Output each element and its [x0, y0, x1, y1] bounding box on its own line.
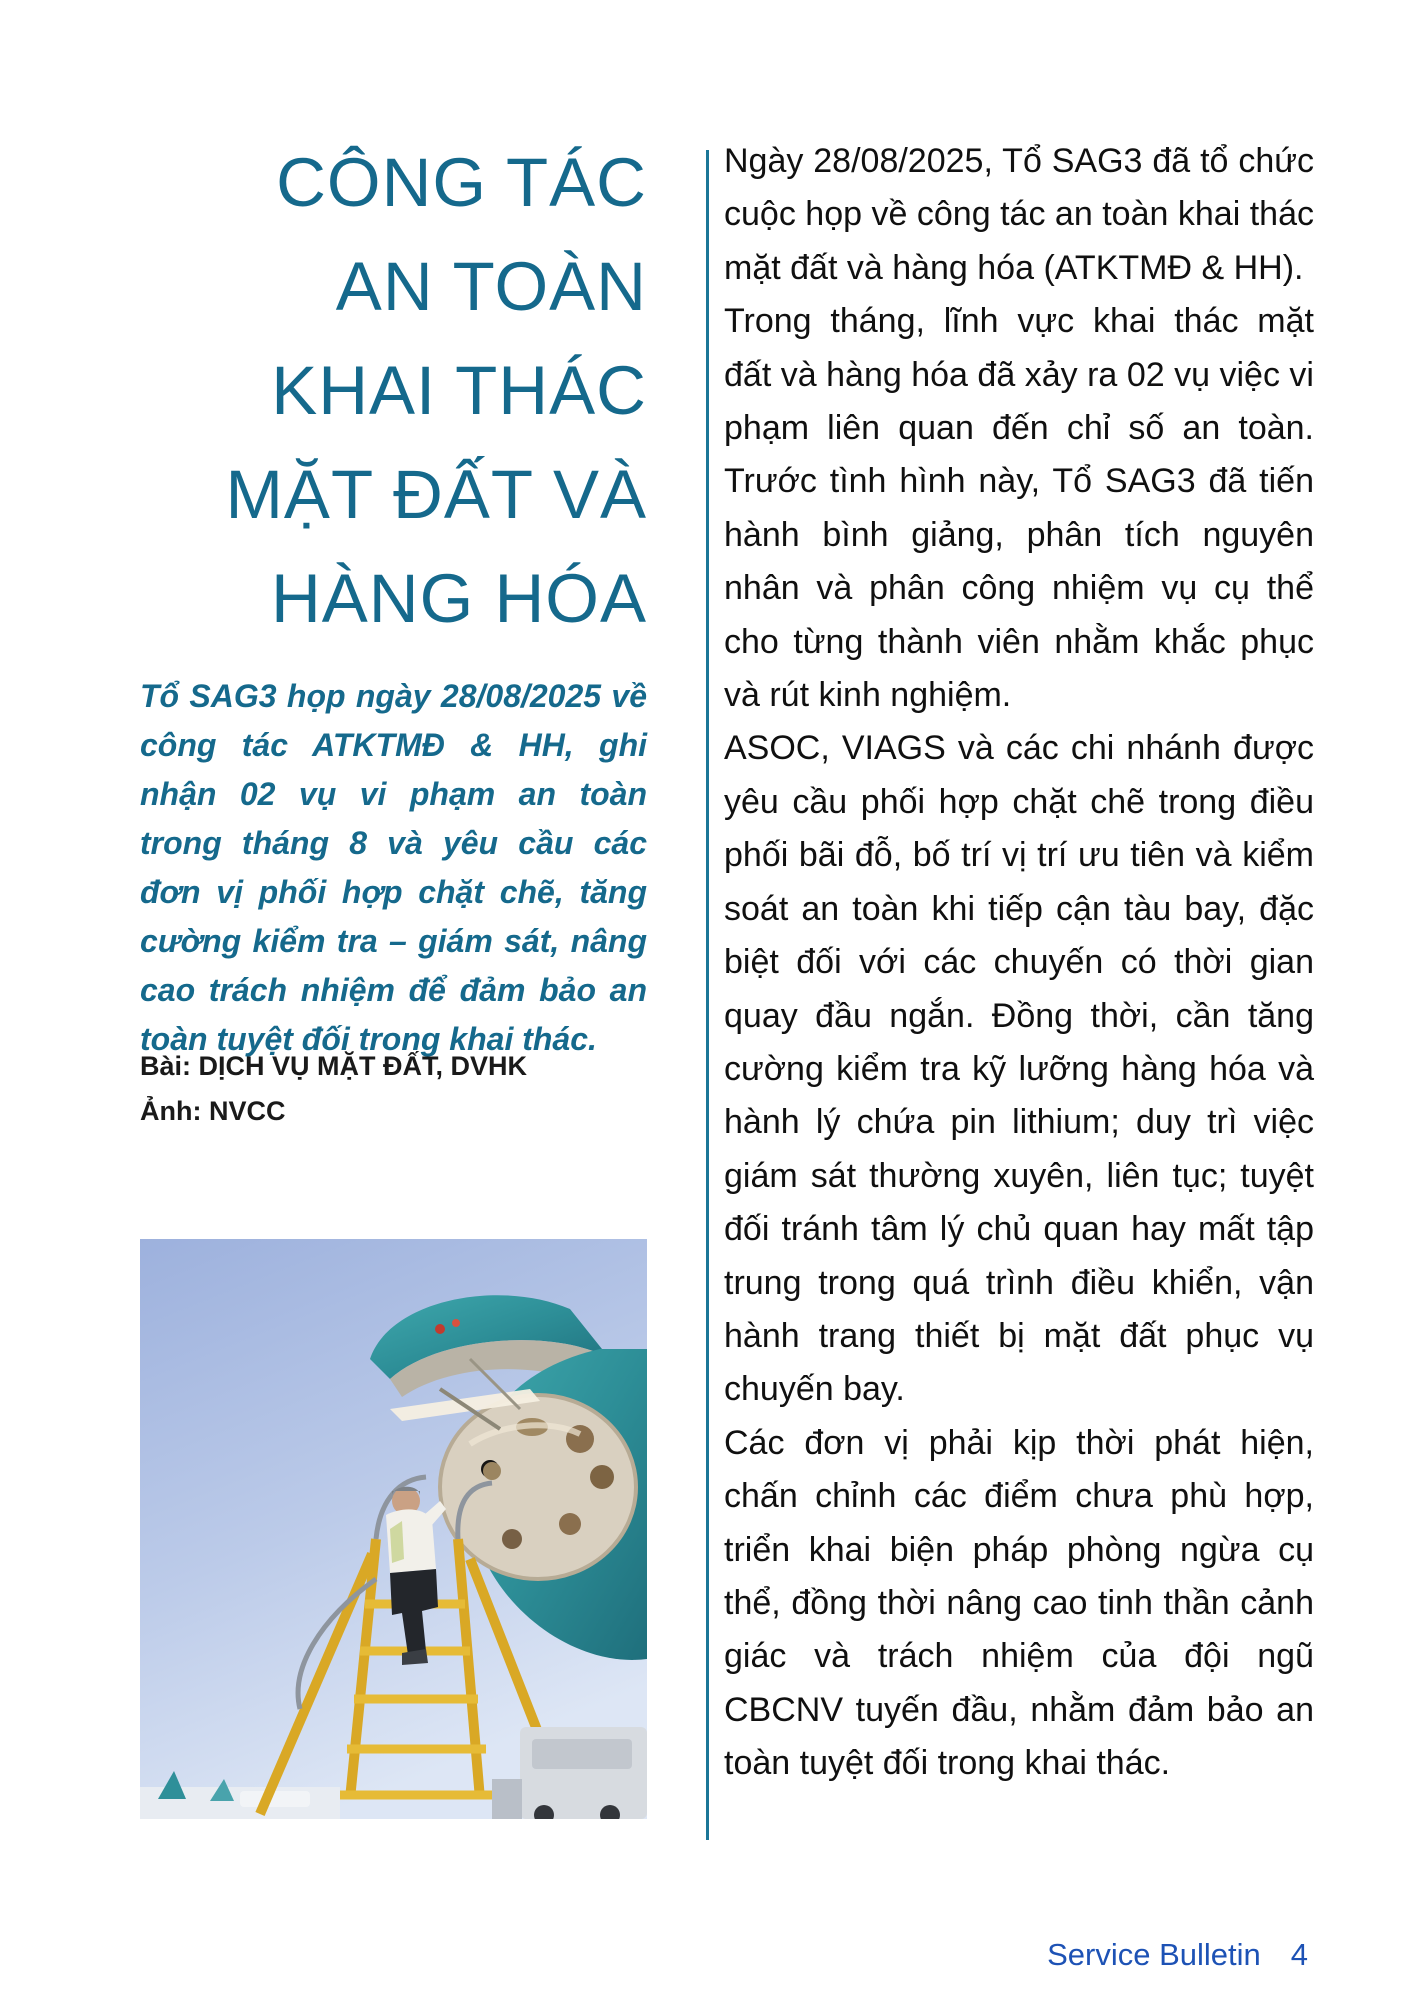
- article-photo: [140, 1239, 647, 1819]
- byline-photo-credit: Ảnh: NVCC: [140, 1096, 286, 1126]
- footer-page-number: 4: [1290, 1937, 1308, 1972]
- title-line-2: AN TOÀN: [335, 248, 647, 325]
- title-line-3: KHAI THÁC: [271, 352, 647, 429]
- footer-publication-label: Service Bulletin: [1047, 1937, 1261, 1972]
- byline-author: Bài: DỊCH VỤ MẶT ĐẤT, DVHK: [140, 1051, 528, 1081]
- page-footer: [1047, 1938, 1308, 1972]
- column-divider: [706, 150, 709, 1840]
- body-paragraph-2: Trong tháng, lĩnh vực khai thác mặt đất và hàng hóa đã xảy ra 02 vụ việc vi phạm liên quan đến chỉ số an toàn. Trước tình hình này, Tổ SAG3 đã tiến hành bình giảng, phân tích nguyên nhân và phân công nhiệm vụ cụ thể cho từng thành viên nhằm khắc phục và rút kinh nghiệm.: [724, 302, 1314, 715]
- article-title: [140, 131, 647, 651]
- body-paragraph-4: Các đơn vị phải kịp thời phát hiện, chấn chỉnh các điểm chưa phù hợp, triển khai biện pháp phòng ngừa cụ thể, đồng thời nâng cao tinh thần cảnh giác và trách nhiệm của đội ngũ CBCNV tuyến đầu, nhằm đảm bảo an toàn tuyệt đối trong khai thác.: [724, 1423, 1314, 1783]
- body-paragraph-1: Ngày 28/08/2025, Tổ SAG3 đã tổ chức cuộc họp về công tác an toàn khai thác mặt đất và hàng hóa (ATKTMĐ & HH).: [724, 142, 1314, 287]
- body-paragraph-3: ASOC, VIAGS và các chi nhánh được yêu cầu phối hợp chặt chẽ trong điều phối bãi đỗ, bố trí vị trí ưu tiên và kiểm soát an toàn khi tiếp cận tàu bay, đặc biệt đối với các chuyến có thời gian quay đầu ngắn. Đồng thời, cần tăng cường kiểm tra kỹ lưỡng hàng hóa và hành lý chứa pin lithium; duy trì việc giám sát thường xuyên, liên tục; tuyệt đối tránh tâm lý chủ quan hay mất tập trung trong quá trình điều khiển, vận hành trang thiết bị mặt đất phục vụ chuyến bay.: [724, 729, 1314, 1409]
- article-lede: Tổ SAG3 họp ngày 28/08/2025 về công tác ATKTMĐ & HH, ghi nhận 02 vụ vi phạm an toàn trong tháng 8 và yêu cầu các đơn vị phối hợp chặt chẽ, tăng cường kiểm tra – giám sát, nâng cao trách nhiệm để đảm bảo an toàn tuyệt đối trong khai thác.: [140, 678, 647, 1057]
- byline: [140, 1044, 647, 1134]
- article-body: [724, 135, 1314, 1791]
- title-line-1: CÔNG TÁC: [276, 144, 647, 221]
- title-line-5: HÀNG HÓA: [270, 560, 647, 637]
- title-line-4: MẶT ĐẤT VÀ: [225, 456, 647, 533]
